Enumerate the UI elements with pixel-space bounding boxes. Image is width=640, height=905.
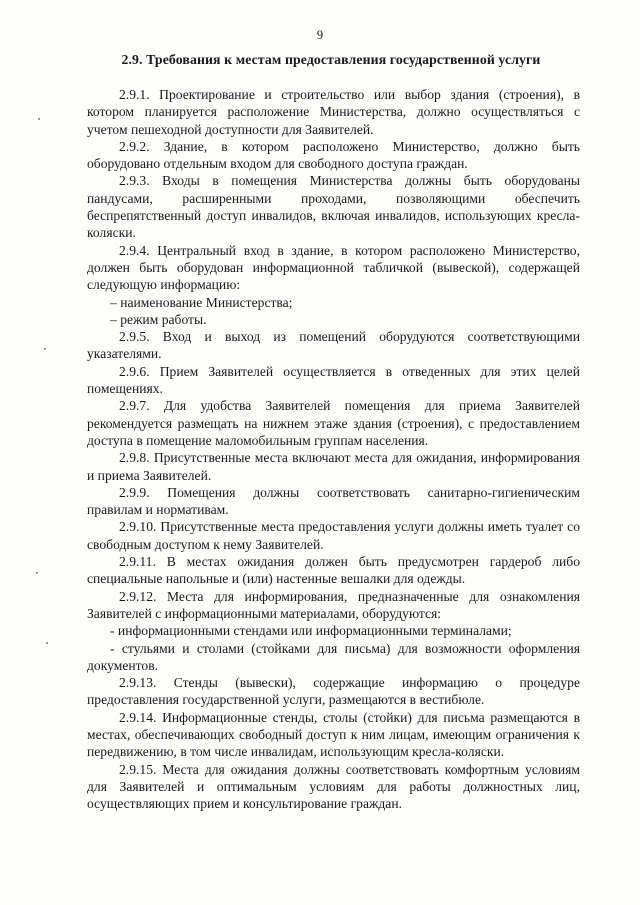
paragraph-2-9-2: 2.9.2. Здание, в котором расположено Министерство, должно быть оборудовано отдельным входом для свободного доступа граждан. <box>87 138 580 172</box>
paragraph-2-9-6: 2.9.6. Прием Заявителей осуществляется в отведенных для этих целей помещениях. <box>87 363 580 397</box>
scan-speck <box>46 642 48 644</box>
paragraph-2-9-3: 2.9.3. Входы в помещения Министерства должны быть оборудованы пандусами, расширенными проходами, позволяющими обеспечить беспрепятственный доступ инвалидов, включая инвалидов, использующих кресла-коляски. <box>87 173 580 241</box>
paragraph-2-9-12: 2.9.12. Места для информирования, предназначенные для ознакомления Заявителей с информационными материалами, оборудуются: <box>87 588 580 621</box>
list-item: - информационными стендами или информационными терминалами; <box>110 623 512 639</box>
list-item: – наименование Министерства; <box>110 294 293 310</box>
paragraph-2-9-13: 2.9.13. Стенды (вывески), содержащие информацию о процедуре предоставления государственной услуги, размещаются в вестибюле. <box>87 675 580 708</box>
paragraph-2-9-5: 2.9.5. Вход и выход из помещений оборудуются соответствующими указателями. <box>87 329 580 362</box>
paragraph-2-9-7: 2.9.7. Для удобства Заявителей помещения для приема Заявителей рекомендуется размещать на нижнем этаже здания (строения), с предоставлением доступа в помещение маломобильным группам населения. <box>87 398 580 448</box>
paragraph-2-9-14: 2.9.14. Информационные стенды, столы (стойки) для письма размещаются в местах, обеспечивающих свободный доступ к ним лицам, имеющим ограничения к передвижению, в том числе инвалидам, использующим кресла-коляски. <box>87 709 580 760</box>
paragraph-2-9-8: 2.9.8. Присутственные места включают места для ожидания, информирования и приема Заявителей. <box>87 450 580 483</box>
list-item: - стульями и столами (стойками для письма) для возможности оформления документов. <box>87 640 580 673</box>
paragraph-2-9-10: 2.9.10. Присутственные места предоставления услуги должны иметь туалет со свободным доступом к нему Заявителей. <box>87 519 580 552</box>
section-heading: 2.9. Требования к местам предоставления государственной услуги <box>121 52 541 67</box>
paragraph-2-9-9: 2.9.9. Помещения должны соответствовать санитарно-гигиеническим правилам и нормативам. <box>87 484 580 518</box>
paragraph-2-9-15: 2.9.15. Места для ожидания должны соответствовать комфортным условиям для Заявителей и оптимальным условиям для работы должностных лиц, осуществляющих прием и консультирование граждан. <box>87 761 580 812</box>
list-item: – режим работы. <box>110 311 207 327</box>
scan-speck <box>36 572 38 574</box>
paragraph-2-9-1: 2.9.1. Проектирование и строительство или выбор здания (строения), в котором планируется расположение Министерства, должно осуществляться с учетом пешеходной доступности для Заявителей. <box>87 87 580 137</box>
document-body <box>87 86 580 812</box>
paragraph-2-9-11: 2.9.11. В местах ожидания должен быть предусмотрен гардероб либо специальные напольные и (или) настенные вешалки для одежды. <box>87 554 580 587</box>
scan-speck <box>44 348 46 350</box>
page-number: 9 <box>316 28 324 42</box>
scan-speck <box>38 118 40 120</box>
paragraph-2-9-4: 2.9.4. Центральный вход в здание, в котором расположено Министерство, должен быть оборудован информационной табличкой (вывеской), содержащей следующую информацию: <box>87 242 580 293</box>
